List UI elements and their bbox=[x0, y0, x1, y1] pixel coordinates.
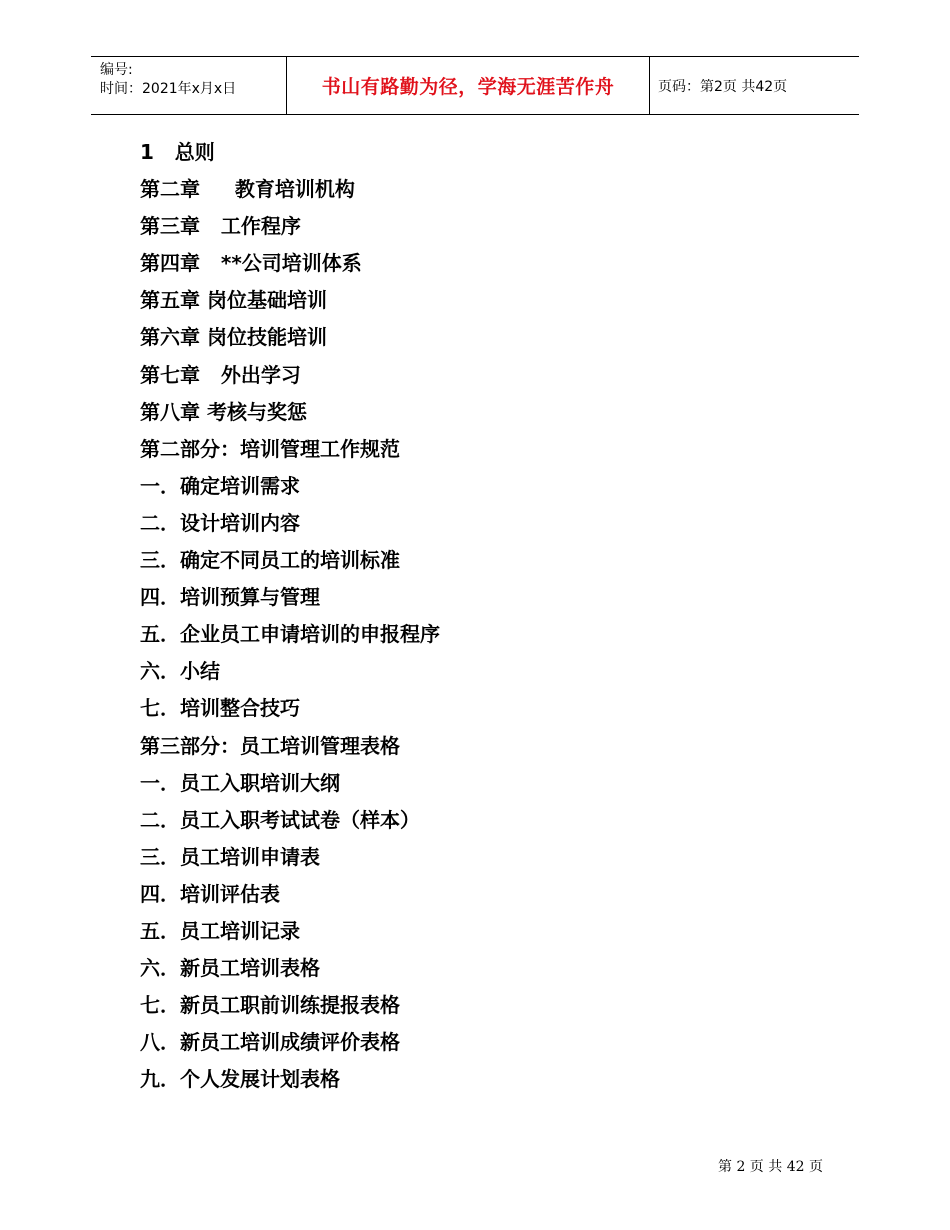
toc-item: 第二部分：培训管理工作规范 bbox=[140, 436, 400, 461]
serial-number-label: 编号: bbox=[100, 62, 133, 78]
toc-item: 六．新员工培训表格 bbox=[140, 956, 320, 981]
header-meta bbox=[91, 57, 287, 114]
toc-item: 五．企业员工申请培训的申报程序 bbox=[140, 622, 440, 647]
toc-item: 六．小结 bbox=[140, 659, 220, 684]
toc-item: 二．设计培训内容 bbox=[140, 510, 300, 535]
toc-item: 二．员工入职考试试卷（样本） bbox=[140, 807, 420, 832]
table-of-contents bbox=[140, 134, 440, 1098]
toc-item: 一．确定培训需求 bbox=[140, 473, 300, 498]
toc-item: 第四章 **公司培训体系 bbox=[140, 251, 362, 276]
toc-item: 四．培训预算与管理 bbox=[140, 585, 320, 610]
toc-item: 七．培训整合技巧 bbox=[140, 696, 300, 721]
toc-item: 第八章 考核与奖惩 bbox=[140, 399, 307, 424]
toc-item: 四．培训评估表 bbox=[140, 881, 280, 906]
toc-item: 七．新员工职前训练提报表格 bbox=[140, 993, 400, 1018]
toc-item: 第七章 外出学习 bbox=[140, 362, 301, 387]
page-footer: 第 2 页 共 42 页 bbox=[718, 1159, 823, 1175]
toc-item: 三．确定不同员工的培训标准 bbox=[140, 548, 400, 573]
toc-item: 第六章 岗位技能培训 bbox=[140, 325, 327, 350]
toc-item: 第三章 工作程序 bbox=[140, 214, 301, 239]
toc-item: 一．员工入职培训大纲 bbox=[140, 770, 340, 795]
toc-item: 九．个人发展计划表格 bbox=[140, 1067, 340, 1092]
time-label: 时间：2021年x月x日 bbox=[100, 81, 237, 97]
toc-item: 第五章 岗位基础培训 bbox=[140, 288, 327, 313]
page-header bbox=[91, 56, 859, 115]
toc-item: 第三部分：员工培训管理表格 bbox=[140, 733, 400, 758]
toc-item: 三．员工培训申请表 bbox=[140, 844, 320, 869]
toc-item: 五．员工培训记录 bbox=[140, 918, 300, 943]
header-motto: 书山有路勤为径，学海无涯苦作舟 bbox=[287, 57, 650, 114]
toc-item: 第二章 教育培训机构 bbox=[140, 177, 355, 202]
toc-item: 八．新员工培训成绩评价表格 bbox=[140, 1030, 400, 1055]
header-page-info: 页码：第2页 共42页 bbox=[658, 78, 788, 95]
toc-item: 1 总则 bbox=[140, 140, 215, 164]
